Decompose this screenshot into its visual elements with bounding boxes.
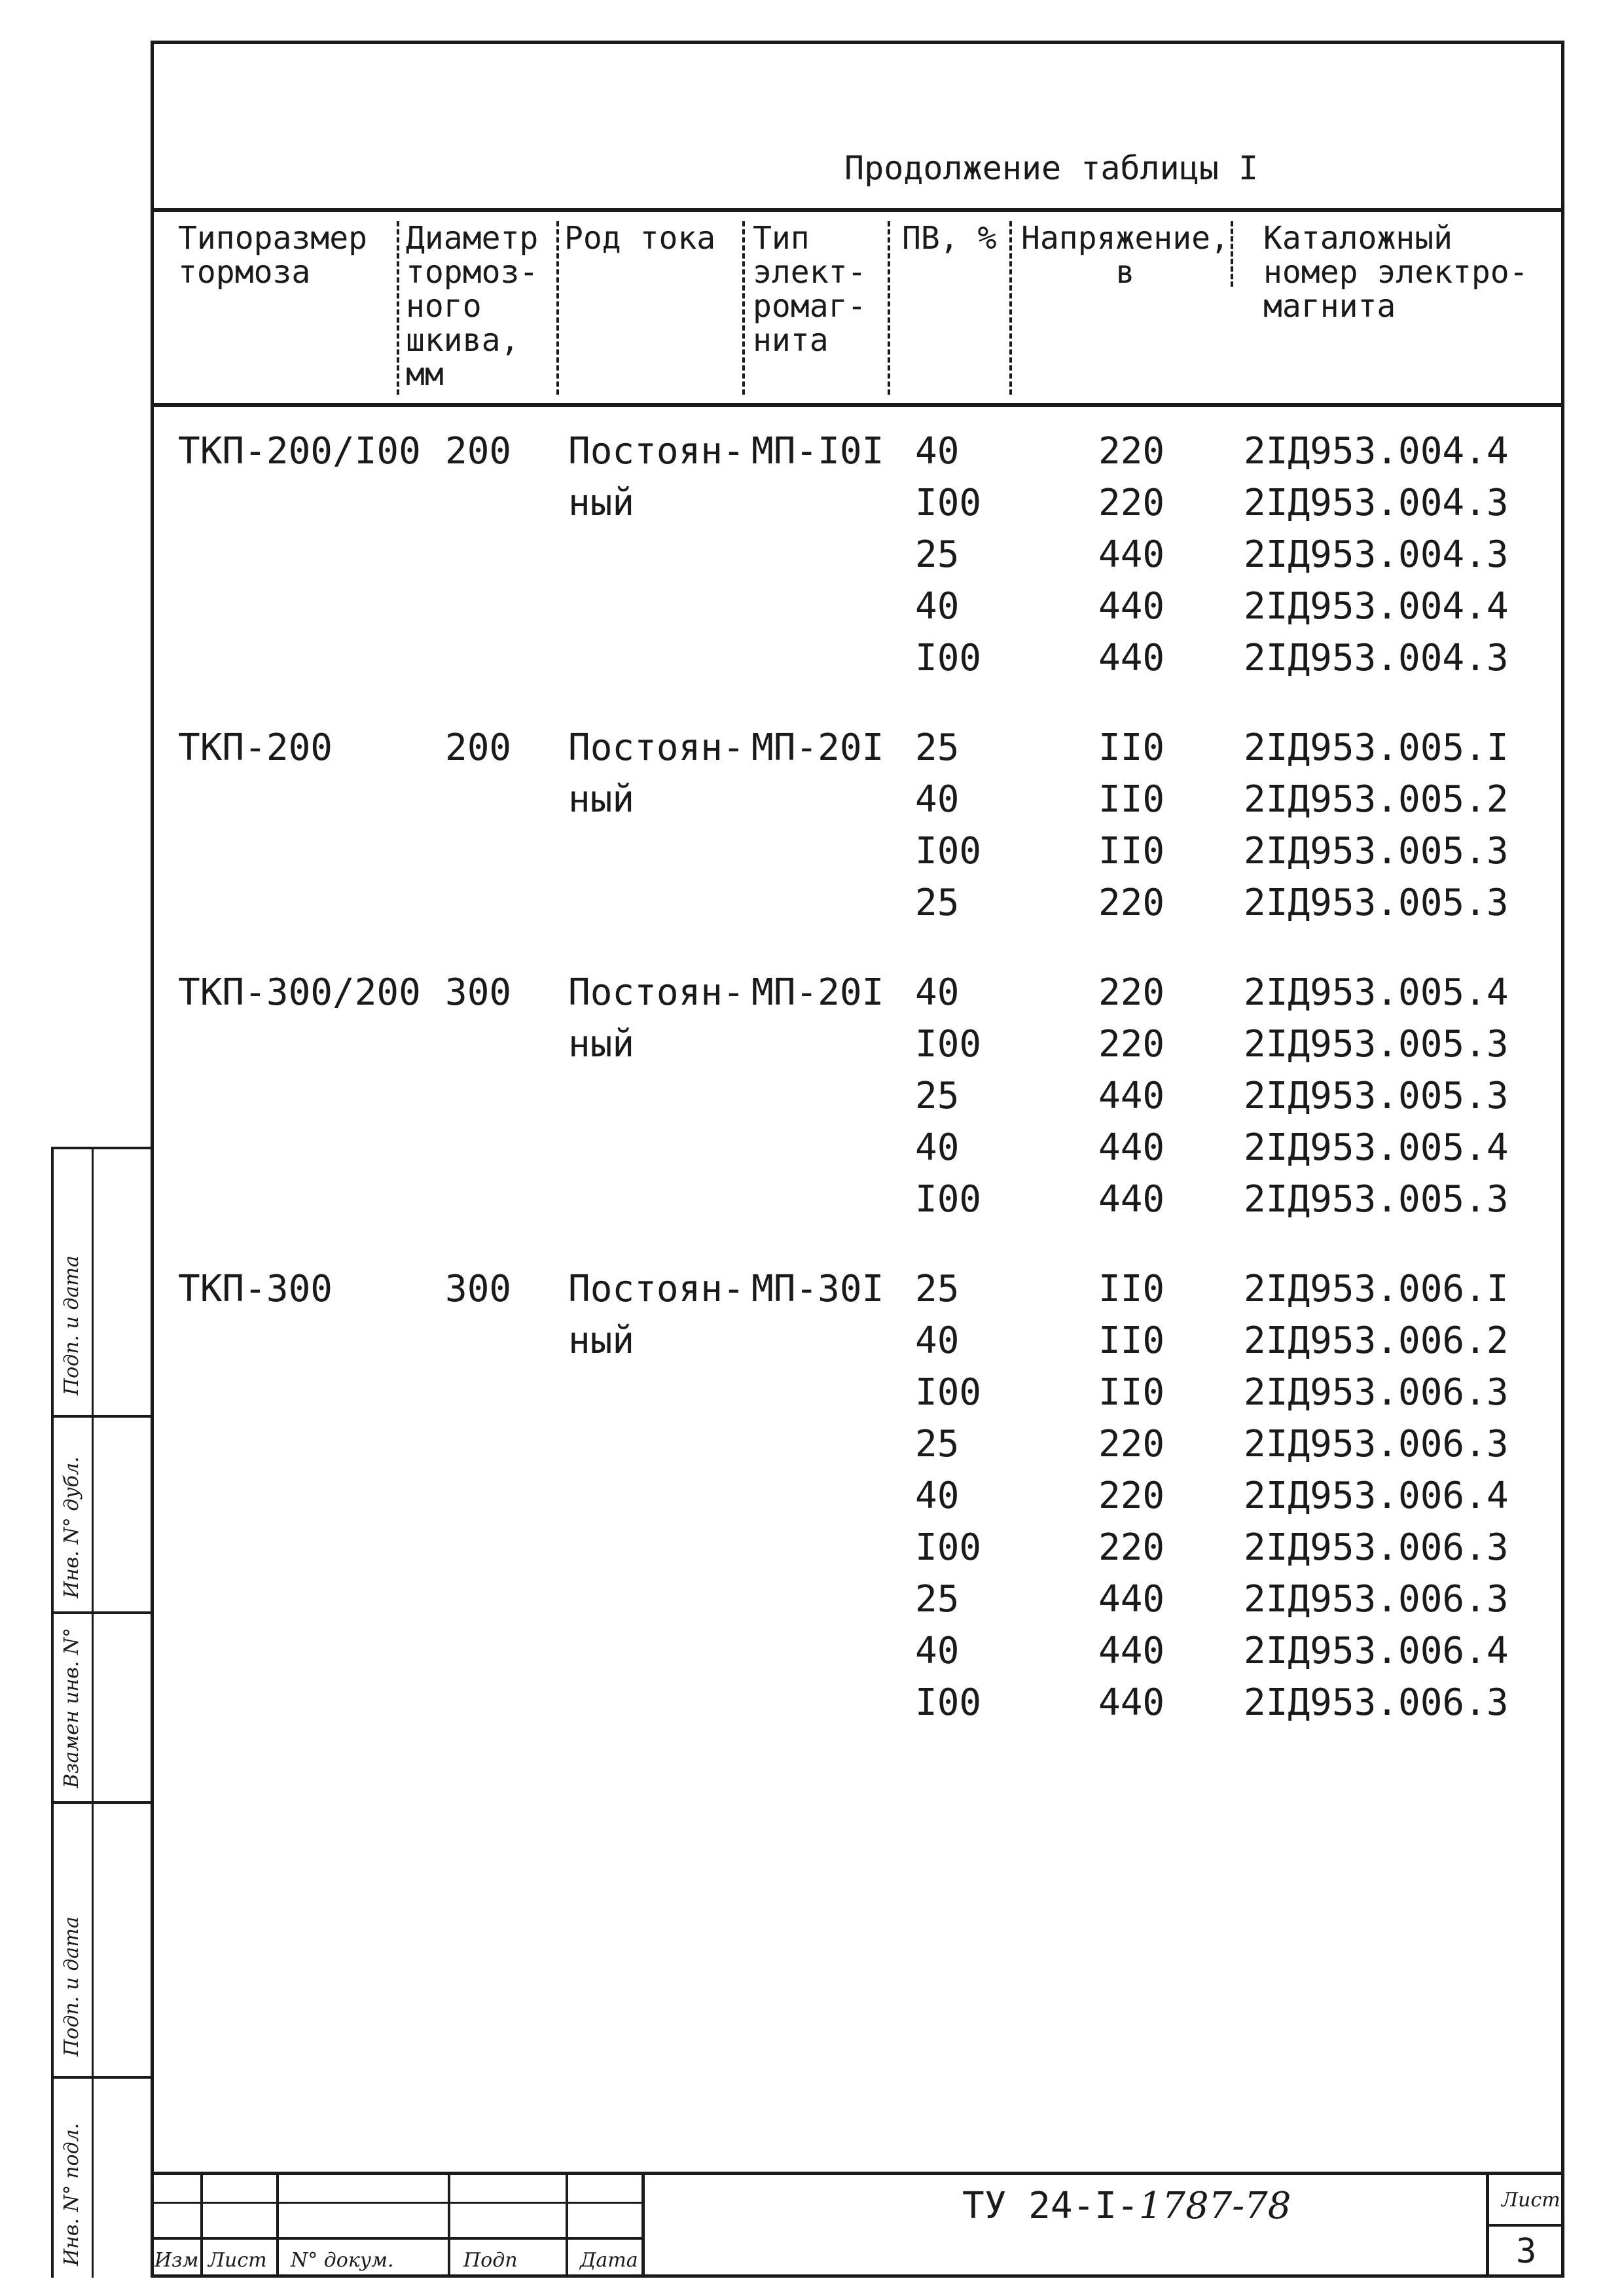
cell-catalog: 2IД953.006.2: [1244, 1319, 1509, 1362]
cell-catalog: 2IД953.005.4: [1244, 971, 1509, 1014]
table-row: [0, 1367, 1571, 1419]
table-row: [0, 477, 1571, 529]
margin-label: Инв. N° подл.: [60, 2123, 83, 2266]
header-separator: [397, 221, 399, 395]
cell-catalog: 2IД953.005.3: [1244, 1075, 1509, 1117]
cell-pv: I00: [915, 637, 982, 679]
sheet-label: Лист: [1502, 2189, 1561, 2212]
header-pv: ПВ, %: [902, 220, 997, 257]
cell-pv: I00: [915, 1526, 982, 1569]
cell-catalog: 2IД953.004.3: [1244, 533, 1509, 576]
table-row: [0, 1677, 1571, 1729]
cell-voltage: II0: [1098, 726, 1165, 769]
cell-magnet: МП-20I: [751, 726, 884, 769]
header-magnet-type: Тип элект- ромаг- нита: [753, 220, 867, 359]
table-row: [0, 1573, 1571, 1626]
document-number: [962, 2185, 1291, 2227]
cell-current: ный: [568, 1319, 635, 1362]
cell-diameter: 300: [445, 1268, 512, 1310]
cell-voltage: II0: [1098, 1371, 1165, 1414]
cell-catalog: 2IД953.006.3: [1244, 1578, 1509, 1621]
cell-pv: 25: [915, 882, 960, 924]
cell-catalog: 2IД953.006.3: [1244, 1423, 1509, 1465]
cell-diameter: 200: [445, 430, 512, 473]
cell-size: ТКП-300: [178, 1268, 333, 1310]
cell-pv: 40: [915, 1319, 960, 1362]
cell-size: ТКП-300/200: [178, 971, 421, 1014]
table-row: [0, 1470, 1571, 1522]
cell-current: Постоян-: [568, 726, 745, 769]
sheet-number: 3: [1516, 2232, 1537, 2271]
cell-pv: 40: [915, 1126, 960, 1169]
cell-size: ТКП-200: [178, 726, 333, 769]
stamp-col-doc: N° докум.: [291, 2249, 394, 2272]
table-row: [0, 877, 1571, 929]
header-size: Типоразмер тормоза: [178, 220, 367, 291]
table-row: [0, 1418, 1571, 1471]
table-row: [0, 1315, 1571, 1367]
cell-pv: 40: [915, 1630, 960, 1672]
table-row: [0, 1070, 1571, 1122]
cell-pv: 40: [915, 778, 960, 821]
cell-catalog: 2IД953.005.4: [1244, 1126, 1509, 1169]
table-row: [0, 1522, 1571, 1574]
cell-magnet: МП-I0I: [751, 430, 884, 473]
cell-catalog: 2IД953.004.4: [1244, 430, 1509, 473]
header-separator: [556, 221, 559, 395]
cell-pv: 40: [915, 971, 960, 1014]
cell-voltage: 220: [1098, 1526, 1165, 1569]
cell-voltage: 440: [1098, 533, 1165, 576]
document-number-printed: ТУ 24-I-: [962, 2185, 1139, 2227]
cell-catalog: 2IД953.006.4: [1244, 1630, 1509, 1672]
cell-voltage: 440: [1098, 1630, 1165, 1672]
cell-catalog: 2IД953.005.3: [1244, 1023, 1509, 1066]
cell-pv: 25: [915, 1423, 960, 1465]
cell-voltage: 440: [1098, 585, 1165, 628]
table-row: [0, 722, 1571, 774]
cell-catalog: 2IД953.006.3: [1244, 1526, 1509, 1569]
cell-current: ный: [568, 778, 635, 821]
binding-margin: [51, 1147, 151, 2278]
cell-voltage: 220: [1098, 1423, 1165, 1465]
cell-catalog: 2IД953.005.3: [1244, 830, 1509, 872]
table-row: [0, 825, 1571, 878]
cell-pv: 40: [915, 430, 960, 473]
cell-voltage: 220: [1098, 882, 1165, 924]
cell-pv: I00: [915, 1023, 982, 1066]
cell-voltage: 440: [1098, 1126, 1165, 1169]
table-top-rule: [154, 208, 1561, 212]
cell-voltage: 220: [1098, 1475, 1165, 1517]
cell-pv: 40: [915, 585, 960, 628]
table-row: [0, 967, 1571, 1019]
cell-catalog: 2IД953.004.3: [1244, 482, 1509, 524]
cell-catalog: 2IД953.006.3: [1244, 1371, 1509, 1414]
stamp-col-list: Лист: [208, 2249, 267, 2272]
table-row: [0, 1122, 1571, 1174]
header-voltage: Напряжение, в: [1021, 220, 1229, 291]
cell-pv: I00: [915, 1681, 982, 1724]
cell-voltage: 440: [1098, 1075, 1165, 1117]
cell-size: ТКП-200/I00: [178, 430, 421, 473]
table-row: [0, 1174, 1571, 1226]
table-row: [0, 1018, 1571, 1071]
cell-pv: 25: [915, 1578, 960, 1621]
cell-voltage: 440: [1098, 1578, 1165, 1621]
table-row: [0, 581, 1571, 633]
header-separator: [1009, 221, 1012, 395]
table-row: [0, 774, 1571, 826]
cell-magnet: МП-30I: [751, 1268, 884, 1310]
table-row: [0, 425, 1571, 478]
cell-catalog: 2IД953.005.I: [1244, 726, 1509, 769]
margin-label: Подп. и дата: [60, 1255, 83, 1395]
document-number-handwritten: 1787-78: [1138, 2185, 1291, 2227]
cell-pv: 25: [915, 726, 960, 769]
cell-pv: 25: [915, 533, 960, 576]
cell-voltage: 440: [1098, 1178, 1165, 1221]
cell-pv: I00: [915, 830, 982, 872]
cell-pv: 40: [915, 1475, 960, 1517]
cell-voltage: II0: [1098, 1319, 1165, 1362]
cell-pv: I00: [915, 482, 982, 524]
cell-catalog: 2IД953.005.3: [1244, 882, 1509, 924]
cell-pv: I00: [915, 1371, 982, 1414]
table-row: [0, 1263, 1571, 1316]
cell-current: Постоян-: [568, 430, 745, 473]
cell-diameter: 200: [445, 726, 512, 769]
cell-current: Постоян-: [568, 971, 745, 1014]
cell-current: ный: [568, 482, 635, 524]
margin-label: Взамен инв. N°: [60, 1627, 83, 1788]
cell-pv: 25: [915, 1268, 960, 1310]
cell-voltage: 220: [1098, 482, 1165, 524]
cell-catalog: 2IД953.004.3: [1244, 637, 1509, 679]
cell-voltage: II0: [1098, 1268, 1165, 1310]
stamp-col-sign: Подп: [463, 2249, 518, 2272]
header-separator: [888, 221, 890, 395]
title-block: [151, 2172, 1564, 2278]
header-catalog: Каталожный номер электро- магнита: [1263, 220, 1528, 325]
margin-label: Инв. N° дубл.: [60, 1456, 83, 1598]
cell-catalog: 2IД953.006.I: [1244, 1268, 1509, 1310]
cell-voltage: 220: [1098, 1023, 1165, 1066]
cell-voltage: 220: [1098, 430, 1165, 473]
stamp-col-date: Дата: [580, 2249, 638, 2272]
cell-current: Постоян-: [568, 1268, 745, 1310]
cell-catalog: 2IД953.006.4: [1244, 1475, 1509, 1517]
table-row: [0, 632, 1571, 685]
stamp-col-izm: Изм: [154, 2249, 199, 2272]
cell-diameter: 300: [445, 971, 512, 1014]
cell-pv: 25: [915, 1075, 960, 1117]
header-separator: [742, 221, 745, 395]
header-diameter: Диаметр тормоз- ного шкива, мм: [406, 220, 539, 393]
cell-catalog: 2IД953.004.4: [1244, 585, 1509, 628]
cell-catalog: 2IД953.005.2: [1244, 778, 1509, 821]
header-current: Род тока: [564, 220, 716, 257]
continuation-title: Продолжение таблицы I: [844, 149, 1259, 187]
cell-catalog: 2IД953.005.3: [1244, 1178, 1509, 1221]
cell-pv: I00: [915, 1178, 982, 1221]
margin-label: Подп. и дата: [60, 1916, 83, 2056]
header-separator: [1231, 221, 1233, 287]
table-header-bottom-rule: [154, 403, 1561, 407]
cell-current: ный: [568, 1023, 635, 1066]
cell-voltage: 440: [1098, 637, 1165, 679]
table-row: [0, 529, 1571, 581]
cell-voltage: II0: [1098, 830, 1165, 872]
cell-catalog: 2IД953.006.3: [1244, 1681, 1509, 1724]
cell-voltage: 220: [1098, 971, 1165, 1014]
cell-voltage: 440: [1098, 1681, 1165, 1724]
table-row: [0, 1625, 1571, 1677]
cell-magnet: МП-20I: [751, 971, 884, 1014]
cell-voltage: II0: [1098, 778, 1165, 821]
